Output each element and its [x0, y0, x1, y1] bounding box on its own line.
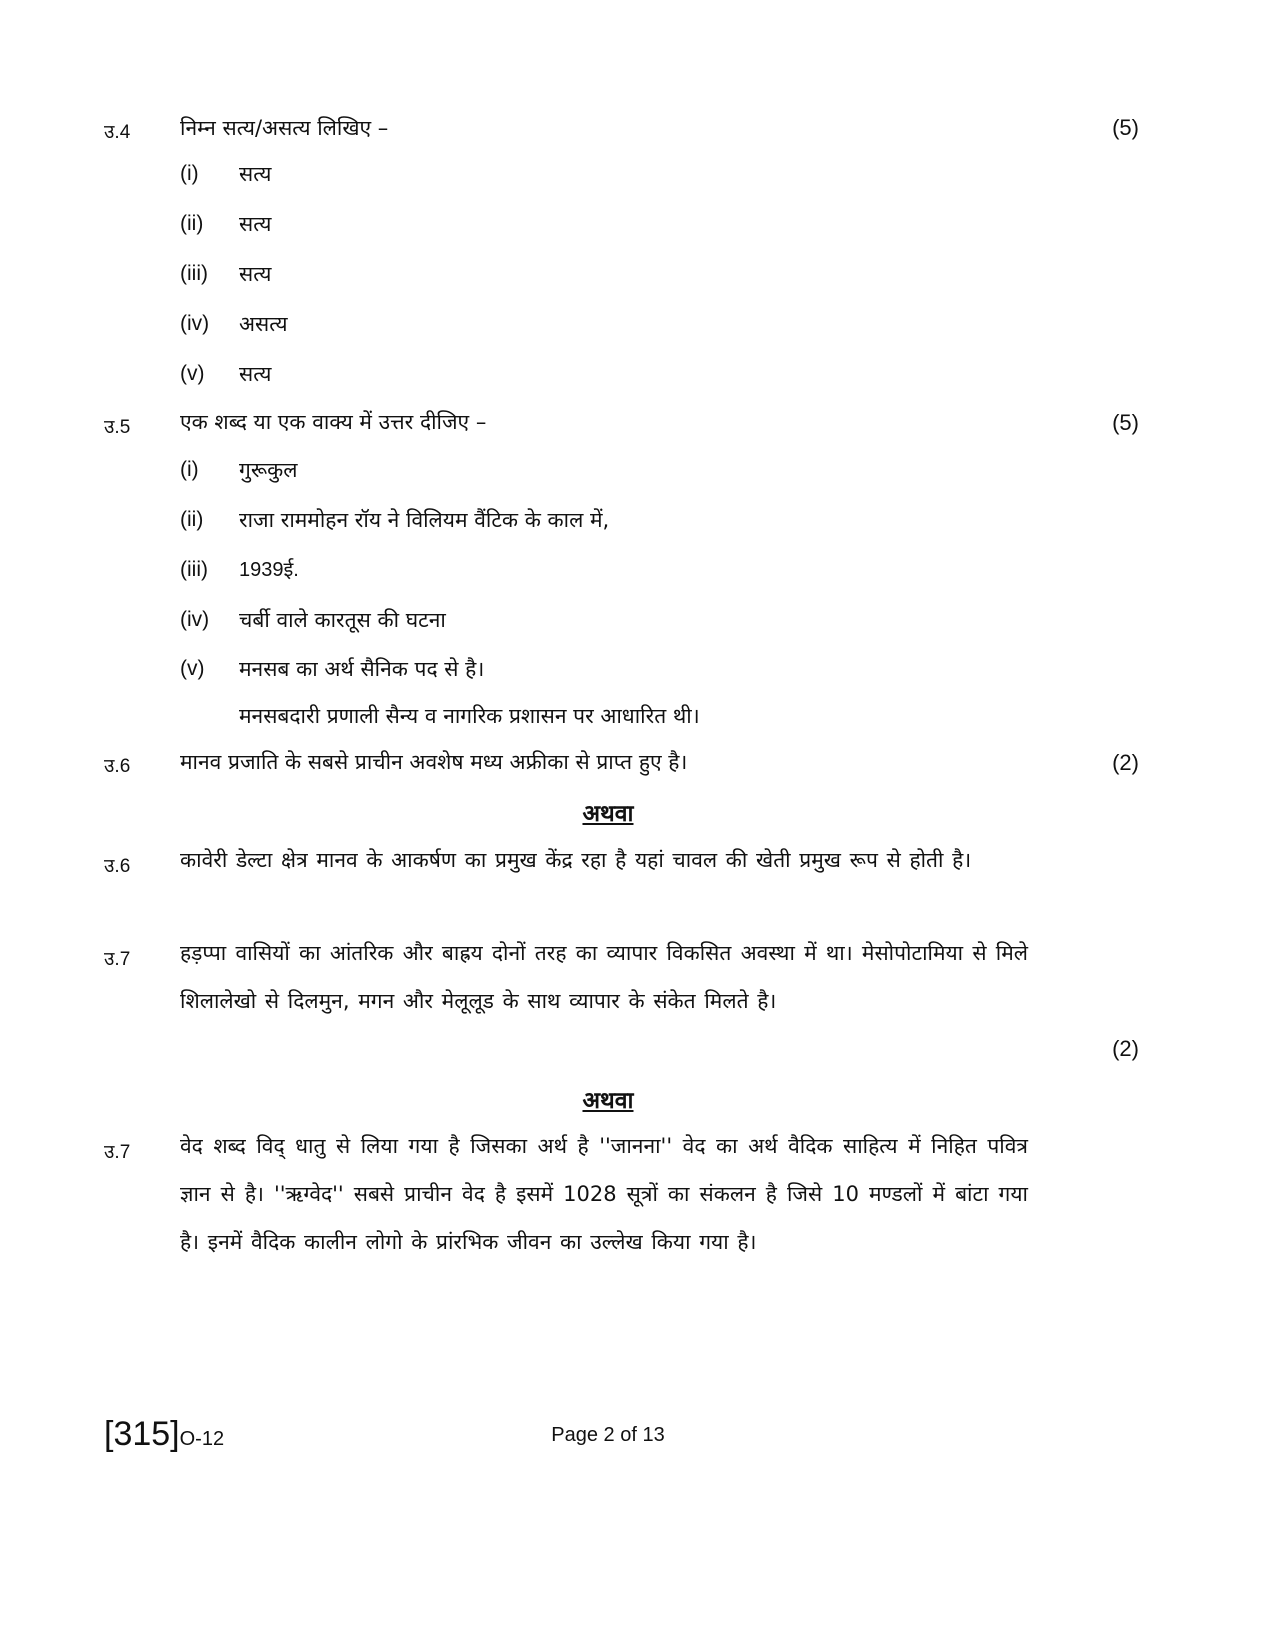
q5-item-5-text: मनसब का अर्थ सैनिक पद से है। [239, 657, 485, 681]
q6-marks: (2) [1112, 750, 1139, 775]
q5-title: एक शब्द या एक वाक्य में उत्तर दीजिए – [180, 410, 487, 434]
q4-item-4-num: (iv) [180, 312, 210, 335]
q5-item-2-text: राजा राममोहन रॉय ने विलियम वैंटिक के काल में, [239, 508, 610, 532]
q5-item-1-text: गुरूकुल [239, 458, 298, 482]
q4-item-2-text: सत्य [239, 212, 272, 236]
q5-item-4-num: (iv) [180, 608, 210, 631]
q4-title: निम्न सत्य/असत्य लिखिए – [180, 116, 389, 140]
paper-code-number: [315] [104, 1415, 180, 1453]
q5-marks: (5) [1112, 410, 1139, 435]
q5-number: उ.5 [104, 417, 131, 438]
q4-item-1-text: सत्य [239, 162, 272, 186]
q4-item-2-num: (ii) [180, 212, 204, 235]
q5-item-1-num: (i) [180, 458, 199, 481]
q4-item-3-text: सत्य [239, 262, 272, 286]
q5-item-2-num: (ii) [180, 508, 204, 531]
q5-item-4-text: चर्बी वाले कारतूस की घटना [239, 608, 446, 632]
q4-item-5-num: (v) [180, 362, 205, 385]
or-heading-2: अथवा [582, 1088, 634, 1114]
q5-item-5-continuation: मनसबदारी प्रणाली सैन्य व नागरिक प्रशासन पर आधारित थी। [239, 704, 700, 728]
q5-item-3-num: (iii) [180, 558, 208, 581]
q6-text: मानव प्रजाति के सबसे प्राचीन अवशेष मध्य अफ्रीका से प्राप्त हुए है। [180, 750, 688, 774]
q6-alt-text: कावेरी डेल्टा क्षेत्र मानव के आकर्षण का प्रमुख केंद्र रहा है यहां चावल की खेती प्रमुख रूप से होती है। [180, 848, 972, 872]
q4-number: उ.4 [104, 122, 131, 143]
q4-item-3-num: (iii) [180, 262, 208, 285]
page-number: Page 2 of 13 [551, 1424, 665, 1446]
q4-item-1-num: (i) [180, 162, 199, 185]
q7-text: हड़प्पा वासियों का आंतरिक और बाह्रय दोनों तरह का व्यापार विकसित अवस्था में था। मेसोपोटामिया से मिले शिलालेखो से दिलमुन, मगन और मेलूलूड के साथ व्यापार के संकेत मिलते है। [180, 941, 1028, 1013]
q6-alt-number: उ.6 [104, 856, 131, 877]
q5-item-5-num: (v) [180, 657, 205, 680]
q7-alt-text: वेद शब्द विद् धातु से लिया गया है जिसका अर्थ है ''जानना'' वेद का अर्थ वैदिक साहित्य में निहित पवित्र ज्ञान से है। ''ऋग्वेद'' सबसे प्राचीन वेद है इसमें 1028 सूत्रों का संकलन है जिसे 10 मण्डलों में बांटा गया है। इनमें वैदिक कालीन लोगो के प्रांरभिक जीवन का उल्लेख किया गया है। [180, 1134, 1028, 1254]
q5-item-3-text: 1939ई. [239, 559, 299, 581]
q4-item-5-text: सत्य [239, 362, 272, 386]
paper-code-suffix: O-12 [179, 1428, 225, 1450]
q6-number: उ.6 [104, 756, 131, 777]
q7-number: उ.7 [104, 949, 131, 970]
q4-marks: (5) [1112, 115, 1139, 140]
q7-alt-number: उ.7 [104, 1142, 131, 1163]
q7-marks: (2) [1112, 1036, 1139, 1061]
or-heading: अथवा [582, 801, 634, 827]
q4-item-4-text: असत्य [239, 312, 288, 336]
